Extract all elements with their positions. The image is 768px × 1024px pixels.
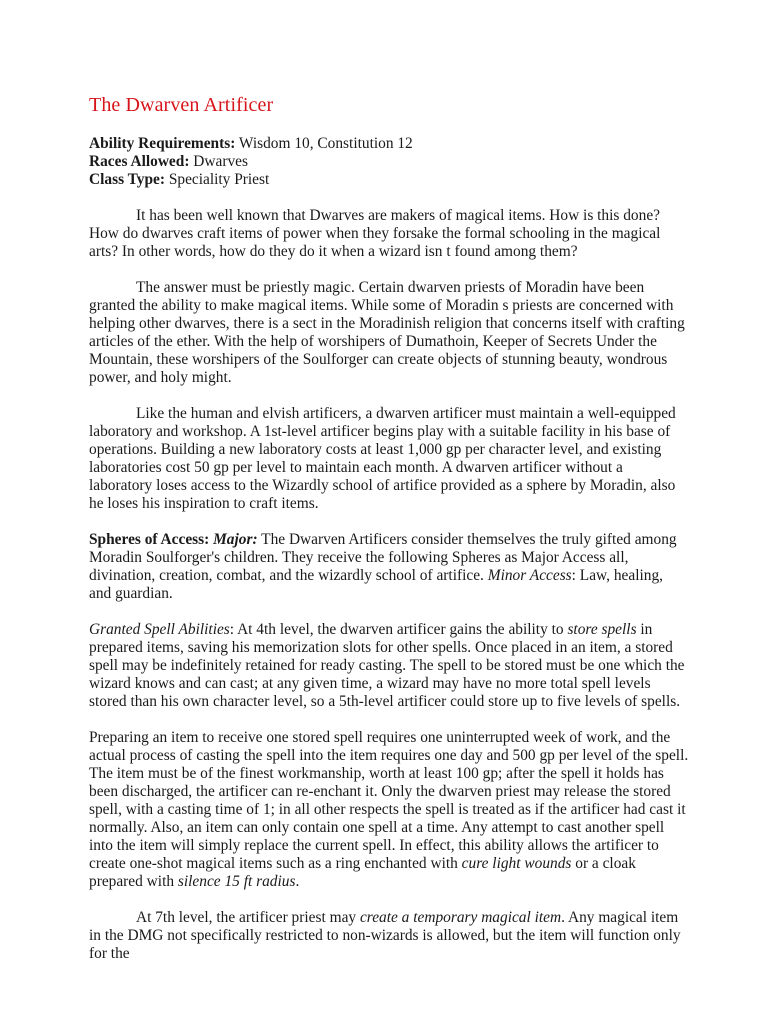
- ability-value: Wisdom 10, Constitution 12: [235, 135, 413, 152]
- paragraph-granted-abilities: [89, 621, 689, 711]
- ability-label: Ability Requirements:: [89, 135, 236, 152]
- spacer: [89, 387, 689, 405]
- spheres-text-2: : Law, healing, and guardian.: [89, 567, 663, 602]
- spheres-text-1: The Dwarven Artificers consider themselves the truly gifted among Moradin Soulforger's children. They receive the following Spheres as Major Access all, divination, creation, combat, and the wizardly school of artifice.: [89, 531, 677, 584]
- paragraph-preparing: [89, 729, 689, 891]
- spacer: [89, 261, 689, 279]
- preparing-text-3: .: [295, 873, 300, 890]
- spacer: [89, 891, 689, 909]
- races-value: Dwarves: [189, 153, 249, 170]
- paragraph-priestly-magic: The answer must be priestly magic. Certain dwarven priests of Moradin have been granted the ability to make magical items. While some of Moradin s priests are concerned with helping other dwarves, there is a sect in the Moradinish religion that concerns itself with crafting articles of the ether. With the help of worshipers of Dumathoin, Keeper of Secrets Under the Mountain, these worshipers of the Soulforger can create objects of stunning beauty, wondrous power, and holy might.: [89, 279, 685, 386]
- spacer: [89, 189, 689, 207]
- seventh-text-1: At 7th level, the artificer priest may: [136, 909, 360, 926]
- spacer: [89, 513, 689, 531]
- ability-requirements: [89, 135, 689, 153]
- granted-text-2: in prepared items, saving his memorization slots for other spells. Once placed in an item, a stored spell may be indefinitely retained for ready casting. The spell to be stored must be one which the wizard knows and can cast; at any given time, a wizard may have no more total spell levels stored than his own character level, so a 5th-level artificer could store up to five levels of spells.: [89, 621, 685, 710]
- preparing-text-2: or a cloak prepared with: [89, 855, 636, 890]
- seventh-text-2: . Any magical item in the DMG not specifically restricted to non-wizards is allowed, but the item will function only for the: [89, 909, 681, 962]
- spheres-major: Major:: [213, 531, 258, 548]
- granted-label: Granted Spell Abilities: [89, 621, 230, 638]
- preparing-text-1: Preparing an item to receive one stored spell requires one uninterrupted week of work, and the actual process of casting the spell into the item requires one day and 500 gp per level of the spell. The item must be of the finest workmanship, worth at least 100 gp; after the spell it holds has been discharged, the artificer can re-enchant it. Only the dwarven priest may release the stored spell, with a casting time of 1; in all other respects the spell is treated as if the artificer had cast it normally. Also, an item can only contain one spell at a time. Any attempt to cast another spell into the item will simply replace the current spell. In effect, this ability allows the artificer to create one-shot magical items such as a ring enchanted with: [89, 729, 689, 872]
- spacer: [89, 603, 689, 621]
- paragraph-intro: It has been well known that Dwarves are makers of magical items. How is this done? How do dwarves craft items of power when they forsake the formal schooling in the magical arts? In other words, how do they do it when a wizard isn t found among them?: [89, 207, 661, 260]
- preparing-cure: cure light wounds: [461, 855, 572, 872]
- races-allowed: [89, 153, 689, 171]
- spacer: [89, 711, 689, 729]
- class-value: Speciality Priest: [164, 171, 270, 188]
- paragraph-seventh-level: [89, 909, 689, 963]
- paragraph-laboratory: Like the human and elvish artificers, a dwarven artificer must maintain a well-equipped laboratory and workshop. A 1st-level artificer begins play with a suitable facility in his base of operations. Building a new laboratory costs at least 1,000 gp per character level, and existing laboratories cost 50 gp per level to maintain each month. A dwarven artificer without a laboratory loses access to the Wizardly school of artifice provided as a sphere by Moradin, also he loses his inspiration to craft items.: [89, 405, 676, 512]
- preparing-silence: silence 15 ft radius: [177, 873, 296, 890]
- spheres-minor: Minor Access: [487, 567, 572, 584]
- granted-text-1: : At 4th level, the dwarven artificer gains the ability to: [229, 621, 568, 638]
- seventh-create: create a temporary magical item: [359, 909, 562, 926]
- document-title: The Dwarven Artificer: [89, 94, 274, 116]
- granted-store-spells: store spells: [567, 621, 637, 638]
- races-label: Races Allowed:: [89, 153, 190, 170]
- class-type: [89, 171, 689, 189]
- document-body: [89, 93, 689, 963]
- class-label: Class Type:: [89, 171, 165, 188]
- paragraph-spheres: [89, 531, 689, 603]
- spheres-label: Spheres of Access:: [89, 531, 210, 548]
